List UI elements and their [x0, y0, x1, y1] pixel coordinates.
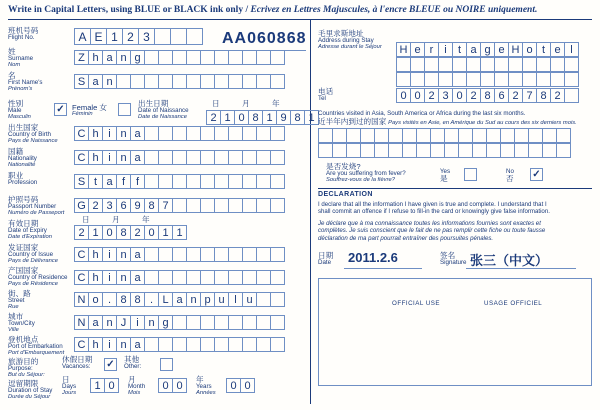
label-dob-year: 年	[272, 99, 280, 108]
label-dob: 出生日期 Date of Naissance Date de Naissance	[138, 99, 189, 121]
label-first-name: 名 First Name's Prénom's	[8, 71, 43, 93]
field-street[interactable]: N o . 8 8 . L a n p u l u	[74, 292, 284, 307]
declaration-en-2: shall commit an offence if I refuse to fill-in the card or knowingly give false information.	[318, 208, 550, 216]
declaration-title: DECLARATION	[318, 191, 373, 198]
checkbox-male[interactable]: ✓	[54, 103, 67, 116]
label-profession: 职业 Profession	[8, 171, 38, 187]
label-flight-no: 班机号码 Flight No.	[8, 26, 39, 42]
label-street: 街、路 Street Rue	[8, 289, 31, 311]
label-expiry-month: 月	[112, 215, 120, 224]
declaration-block	[318, 191, 592, 243]
label-purpose-vacation: 休假日期 Vacances:	[62, 355, 93, 371]
label-tel: 电话 Tel	[318, 87, 334, 103]
label-address-during-stay: 毛里求斯地址 Address during Stay Adresse durant le Séjour	[318, 29, 382, 51]
field-dob[interactable]: 2 1 0 8 1 9 8 1	[206, 110, 318, 125]
field-months[interactable]: 0 0	[158, 378, 186, 393]
label-days: 日 Days Jours	[62, 375, 77, 397]
checkbox-fever-yes[interactable]	[464, 168, 477, 181]
signature-underline	[466, 268, 576, 269]
field-nationality[interactable]: C h i n a	[74, 150, 284, 165]
label-date: 日期 Date	[318, 251, 334, 267]
label-country-of-residence: 产国国家 Country of Residence Pays de Résidence	[8, 266, 68, 288]
field-tel[interactable]: 0 0 2 3 0 2 8 6 2 7 8 2	[396, 88, 578, 103]
date-underline	[344, 268, 422, 269]
form-instruction	[8, 5, 592, 15]
label-official-use: OFFICIAL USE	[392, 300, 441, 307]
declaration-divider	[318, 188, 592, 189]
label-fever-yes: Yes 是	[440, 168, 451, 184]
declaration-fr-3: déclaration de ma part pourrait entraîner des poursuites pénales.	[318, 234, 494, 242]
field-port-of-embarkation[interactable]: C h i n a	[74, 337, 284, 352]
field-profession[interactable]: S t a f f	[74, 174, 284, 189]
value-signature[interactable]: 张三（中文）	[470, 253, 549, 268]
label-fever: 是否发烧? Are you suffering from fever? Souffrez-vous de la fièvre?	[326, 162, 406, 184]
value-date[interactable]: 2011.2.6	[348, 250, 398, 265]
label-sex: 性别 Male Masculin	[8, 99, 31, 121]
label-town-city: 城市 Town/City Ville	[8, 312, 35, 334]
column-divider	[310, 19, 311, 404]
label-expiry-day: 日	[82, 215, 90, 224]
label-years: 年 Years Années	[196, 375, 216, 397]
field-town-city[interactable]: N a n J i n g	[74, 315, 284, 330]
field-surname[interactable]: Z h a n g	[74, 50, 284, 65]
label-signature: 签名 Signature	[440, 251, 467, 267]
label-countries-visited: Countries visited in Asia, South America or Africa during the last six months. 近半年内到过的国家 Pays visités en Asie, en Amérique du Sud au cours des six derniers mois.	[318, 110, 577, 127]
label-country-of-birth: 出生国家 Country of Birth Pays de Naissance	[8, 123, 58, 145]
label-fever-no: No 否	[506, 168, 514, 184]
checkbox-fever-no[interactable]: ✓	[530, 168, 543, 181]
label-female: Female 女 Féminin	[72, 103, 108, 118]
reference-number: AA060868	[222, 30, 307, 47]
label-passport-number: 护照号码 Passport Number Numéro de Passeport	[8, 195, 65, 217]
label-dob-day: 日	[212, 99, 220, 108]
field-country-of-issue[interactable]: C h i n a	[74, 247, 284, 262]
field-years[interactable]: 0 0	[226, 378, 254, 393]
label-usage-officiel: USAGE OFFICIEL	[484, 300, 543, 307]
form-instruction-en: Write in Capital Letters, using BLUE or BLACK ink only /	[8, 5, 251, 15]
declaration-fr-1: Je déclare que à ma connaissance toutes les informations fournies sont exactes et	[318, 219, 541, 227]
checkbox-other[interactable]	[160, 358, 173, 371]
label-date-of-expiry: 有效日期 Date of Expiry Date d'Expiration	[8, 219, 52, 241]
official-use-box	[318, 278, 592, 386]
field-passport-number[interactable]: G 2 3 6 9 8 7	[74, 198, 284, 213]
checkbox-female[interactable]	[118, 103, 131, 116]
field-country-of-birth[interactable]: C h i n a	[74, 126, 284, 141]
label-surname: 姓 Surname Nom	[8, 47, 34, 69]
declaration-en-1: I declare that all the information I have given is true and complete. I understand that I	[318, 200, 547, 208]
label-purpose-other: 其他 Other:	[124, 355, 142, 371]
field-countries-visited-2[interactable]	[318, 143, 570, 158]
label-port-of-embarkation: 登机地点 Port of Embarkation Port d'Embarquement	[8, 335, 65, 357]
label-expiry-year: 年	[142, 215, 150, 224]
label-dob-month: 月	[242, 99, 250, 108]
field-country-of-residence[interactable]: C h i n a	[74, 270, 284, 285]
field-address-line1[interactable]: H e r i t a g e H o t e l	[396, 42, 578, 57]
field-date-of-expiry[interactable]: 2 1 0 8 2 0 1 1	[74, 225, 186, 240]
form-instruction-fr: Ecrivez en Lettres Majuscules, à l'encre BLEUE ou NOIRE uniquement.	[250, 5, 538, 15]
label-nationality: 国籍 Nationality Nationalité	[8, 147, 37, 169]
field-address-line2[interactable]	[396, 57, 578, 72]
label-months: 月 Month Mois	[128, 375, 146, 397]
label-purpose: 旅游目的 Purpose: But du Séjour:	[8, 357, 45, 379]
field-address-line3[interactable]	[396, 72, 578, 87]
label-country-of-issue: 发证国家 Country of Issue Pays de Délivrance	[8, 243, 58, 265]
field-flight-no[interactable]: A E 1 2 3	[74, 28, 202, 45]
field-countries-visited[interactable]	[318, 128, 570, 143]
declaration-fr-2: complètes. Je suis conscient que le fait de ne pas remplir cette fiche ou toute fausse	[318, 227, 546, 235]
label-duration-of-stay: 逗留期限 Duration of Stay Durée du Séjour	[8, 379, 53, 401]
field-first-name[interactable]: S a n	[74, 74, 284, 89]
field-days[interactable]: 1 0	[90, 378, 118, 393]
checkbox-vacation[interactable]: ✓	[104, 358, 117, 371]
header-divider	[8, 19, 592, 20]
